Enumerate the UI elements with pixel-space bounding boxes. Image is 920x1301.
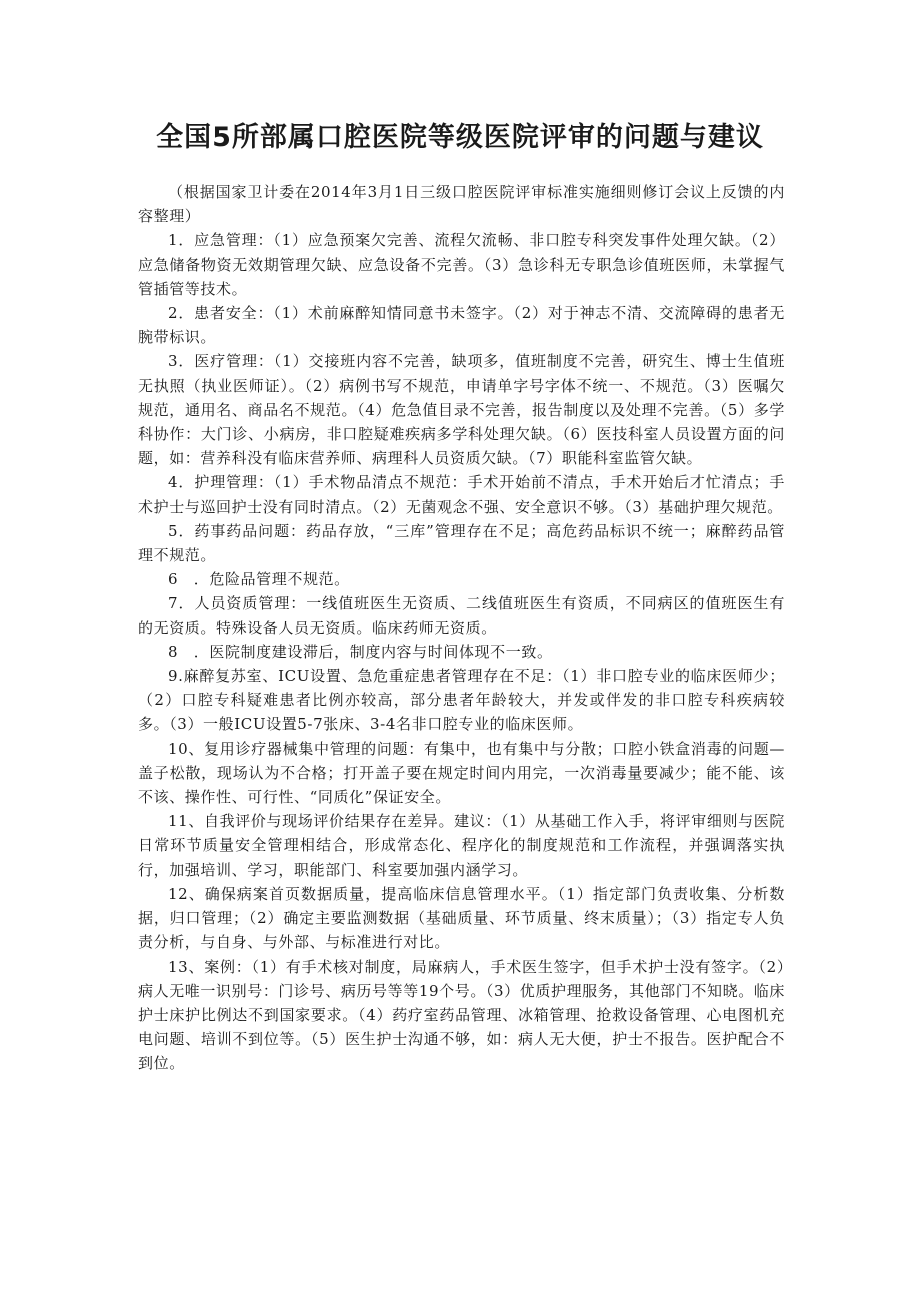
source-note: （根据国家卫计委在2014年3月1日三级口腔医院评审标准实施细则修订会议上反馈的内容整理） — [138, 183, 785, 226]
item-8-hospital-regulations: 8 ．医院制度建设滞后，制度内容与时间体现不一致。 — [168, 642, 553, 661]
item-12-medical-records: 12、确保病案首页数据质量，提高临床信息管理水平。（1）指定部门负责收集、分析数据，归口管理；（2）确定主要监测数据（基础质量、环节质量、终末质量）；（3）指定专人负责分析，与自身、与外部、与标准进行对比。 — [138, 884, 785, 952]
item-4-nursing-management: 4．护理管理：（1）手术物品清点不规范：手术开始前不清点，手术开始后才忙清点；手术护士与巡回护士没有同时清点。（2）无菌观念不强、安全意识不够。（3）基础护理欠规范。 — [138, 473, 785, 516]
item-1-emergency-management: 1．应急管理：（1）应急预案欠完善、流程欠流畅、非口腔专科突发事件处理欠缺。（2）应急储备物资无效期管理欠缺、应急设备不完善。（3）急诊科无专职急诊值班医师，未掌握气管插管等技术。 — [138, 231, 785, 298]
item-5-pharmacy-issues: 5．药事药品问题：药品存放，“三库”管理存在不足；高危药品标识不统一；麻醉药品管理不规范。 — [138, 521, 785, 565]
document-body — [138, 180, 785, 1076]
item-2-patient-safety: 2．患者安全：（1）术前麻醉知情同意书未签字。（2）对于神志不清、交流障碍的患者无腕带标识。 — [138, 304, 785, 347]
item-9-anesthesia-icu: 9.麻醉复苏室、ICU设置、急危重症患者管理存在不足：（1）非口腔专业的临床医师少；（2）口腔专科疑难患者比例亦较高，部分患者年龄较大，并发或伴发的非口腔专科疾病较多。（3）一般ICU设置5-7张床、3-4名非口腔专业的临床医师。 — [138, 667, 785, 734]
item-13-cases: 13、案例：（1）有手术核对制度，局麻病人，手术医生签字，但手术护士没有签字。（2）病人无唯一识别号：门诊号、病历号等等19个号。（3）优质护理服务，其他部门不知晓。临床护士床护比例达不到国家要求。（4）药疗室药品管理、冰箱管理、抢救设备管理、心电图机充电问题、培训不到位等。（5）医生护士沟通不够，如：病人无大便，护士不报告。医护配合不到位。 — [138, 957, 785, 1073]
item-6-hazardous-materials: 6 ．危险品管理不规范。 — [168, 570, 350, 589]
document-title: 全国5所部属口腔医院等级医院评审的问题与建议 — [156, 122, 764, 153]
item-10-instrument-management: 10、复用诊疗器械集中管理的问题：有集中，也有集中与分散；口腔小铁盒消毒的问题—盖子松散，现场认为不合格；打开盖子要在规定时间内用完，一次消毒量要减少；能不能、该不该、操作性、可行性、“同质化”保证安全。 — [138, 739, 785, 807]
item-3-medical-management: 3．医疗管理：（1）交接班内容不完善，缺项多，值班制度不完善，研究生、博士生值班无执照（执业医师证）。（2）病例书写不规范，申请单字号字体不统一、不规范。（3）医嘱欠规范，通用名、商品名不规范。（4）危急值目录不完善，报告制度以及处理不完善。（5）多学科协作：大门诊、小病房，非口腔疑难疾病多学科处理欠缺。（6）医技科室人员设置方面的问题，如：营养科没有临床营养师、病理科人员资质欠缺。（7）职能科室监管欠缺。 — [138, 352, 785, 468]
item-7-staff-qualification: 7．人员资质管理：一线值班医生无资质、二线值班医生有资质，不同病区的值班医生有的无资质。特殊设备人员无资质。临床药师无资质。 — [138, 594, 785, 637]
item-11-self-evaluation: 11、自我评价与现场评价结果存在差异。建议：（1）从基础工作入手，将评审细则与医院日常环节质量安全管理相结合，形成常态化、程序化的制度规范和工作流程，并强调落实执行，加强培训、学习，职能部门、科室要加强内涵学习。 — [138, 812, 785, 879]
